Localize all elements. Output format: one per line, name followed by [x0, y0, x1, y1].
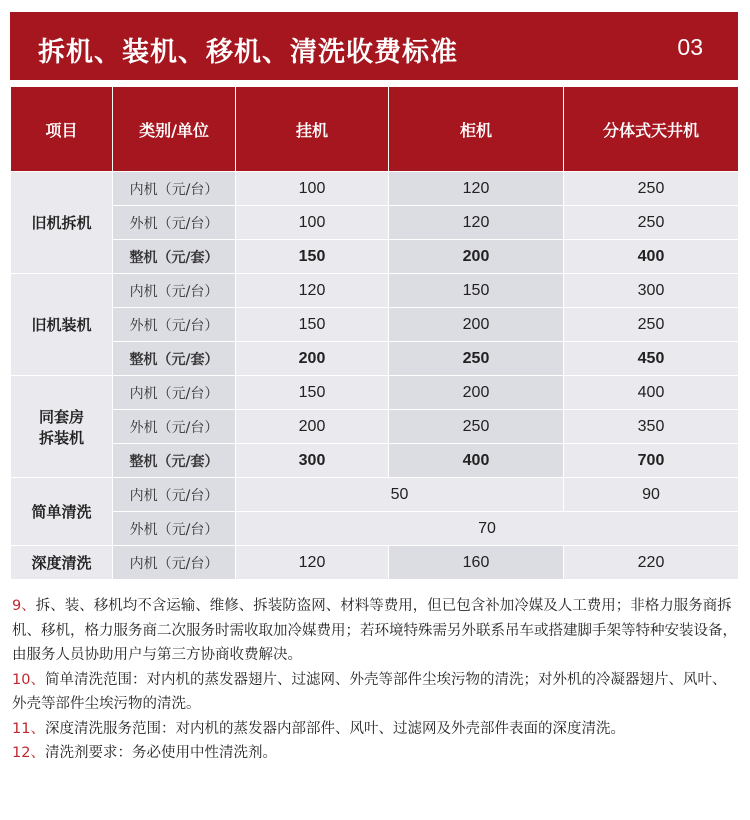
- value-cell: 200: [236, 410, 389, 444]
- note-item: [12, 741, 740, 766]
- value-cell: 250: [389, 410, 564, 444]
- table-row: [11, 444, 739, 478]
- value-cell: 450: [564, 342, 739, 376]
- note-number: 12、: [12, 745, 45, 761]
- value-cell: 90: [564, 478, 739, 512]
- note-number: 10、: [12, 671, 45, 688]
- table-row: [11, 172, 739, 206]
- table-row: [11, 308, 739, 342]
- category-cell: 外机（元/台）: [113, 512, 236, 546]
- value-cell: 350: [564, 410, 739, 444]
- value-cell: 250: [564, 172, 739, 206]
- fee-table: [10, 86, 739, 580]
- category-cell: 内机（元/台）: [113, 478, 236, 512]
- note-text: 拆、装、移机均不含运输、维修、拆装防盗网、材料等费用，但已包含补加冷媒及人工费用；非格力服务商拆机、移机，格力服务商二次服务时需收取加冷媒费用；若环境特殊需另外联系吊车或搭建脚手架等特种安装设备，由服务人员协助用户与第三方协商收费解决。: [12, 598, 737, 663]
- group-name: 旧机装机: [11, 274, 113, 376]
- group-name: [11, 376, 113, 478]
- group-name: 旧机拆机: [11, 172, 113, 274]
- value-cell: 200: [236, 342, 389, 376]
- value-cell: 150: [389, 274, 564, 308]
- group-name-line: 同套房: [38, 407, 84, 426]
- header-cabinet-unit: 柜机: [389, 87, 564, 172]
- value-cell: 100: [236, 172, 389, 206]
- header-wall-unit: 挂机: [236, 87, 389, 172]
- header-category: 类别/单位: [113, 87, 236, 172]
- note-number: 11、: [12, 720, 45, 737]
- value-cell: 400: [564, 240, 739, 274]
- category-cell: 外机（元/台）: [113, 206, 236, 240]
- value-cell: 200: [389, 376, 564, 410]
- value-cell: 200: [389, 308, 564, 342]
- category-cell: 内机（元/台）: [113, 376, 236, 410]
- merged-value-cell: 50: [236, 478, 564, 512]
- value-cell: 400: [389, 444, 564, 478]
- value-cell: 250: [564, 308, 739, 342]
- value-cell: 150: [236, 376, 389, 410]
- value-cell: 300: [564, 274, 739, 308]
- value-cell: 120: [236, 546, 389, 580]
- table-row: [11, 546, 739, 580]
- category-cell: 整机（元/套）: [113, 240, 236, 274]
- table-row: [11, 342, 739, 376]
- page-title: 拆机、装机、移机、清洗收费标准: [38, 37, 458, 68]
- value-cell: 150: [236, 308, 389, 342]
- note-item: [12, 717, 740, 742]
- value-cell: 400: [564, 376, 739, 410]
- group-name: 简单清洗: [11, 478, 113, 546]
- page-number: 03: [677, 34, 703, 60]
- note-item: [12, 594, 740, 668]
- value-cell: 120: [236, 274, 389, 308]
- value-cell: 300: [236, 444, 389, 478]
- value-cell: 220: [564, 546, 739, 580]
- note-item: [12, 668, 740, 717]
- note-text: 清洗剂要求：务必使用中性清洗剂。: [44, 745, 277, 761]
- note-number: 9、: [12, 598, 36, 614]
- value-cell: 160: [389, 546, 564, 580]
- notes-section: [12, 594, 740, 766]
- note-text: 深度清洗服务范围：对内机的蒸发器内部部件、风叶、过滤网及外壳部件表面的深度清洗。: [44, 720, 625, 737]
- table-row: [11, 478, 739, 512]
- value-cell: 200: [389, 240, 564, 274]
- category-cell: 外机（元/台）: [113, 410, 236, 444]
- group-name-line: 拆装机: [38, 428, 84, 447]
- value-cell: 120: [389, 172, 564, 206]
- value-cell: 150: [236, 240, 389, 274]
- table-row: [11, 512, 739, 546]
- title-banner: [10, 12, 738, 80]
- merged-value-cell: 70: [236, 512, 739, 546]
- category-cell: 外机（元/台）: [113, 308, 236, 342]
- header-ceiling-unit: 分体式天井机: [564, 87, 739, 172]
- category-cell: 内机（元/台）: [113, 274, 236, 308]
- header-row: [11, 87, 739, 172]
- value-cell: 120: [389, 206, 564, 240]
- header-item: 项目: [11, 87, 113, 172]
- value-cell: 250: [564, 206, 739, 240]
- table-row: [11, 376, 739, 410]
- value-cell: 100: [236, 206, 389, 240]
- category-cell: 内机（元/台）: [113, 546, 236, 580]
- category-cell: 整机（元/套）: [113, 444, 236, 478]
- group-name: 深度清洗: [11, 546, 113, 580]
- table-row: [11, 410, 739, 444]
- table-row: [11, 274, 739, 308]
- table-row: [11, 206, 739, 240]
- category-cell: 整机（元/套）: [113, 342, 236, 376]
- table-row: [11, 240, 739, 274]
- value-cell: 250: [389, 342, 564, 376]
- note-text: 简单清洗范围：对内机的蒸发器翅片、过滤网、外壳等部件尘埃污物的清洗；对外机的冷凝器翅片、风叶、外壳等部件尘埃污物的清洗。: [12, 671, 727, 712]
- category-cell: 内机（元/台）: [113, 172, 236, 206]
- value-cell: 700: [564, 444, 739, 478]
